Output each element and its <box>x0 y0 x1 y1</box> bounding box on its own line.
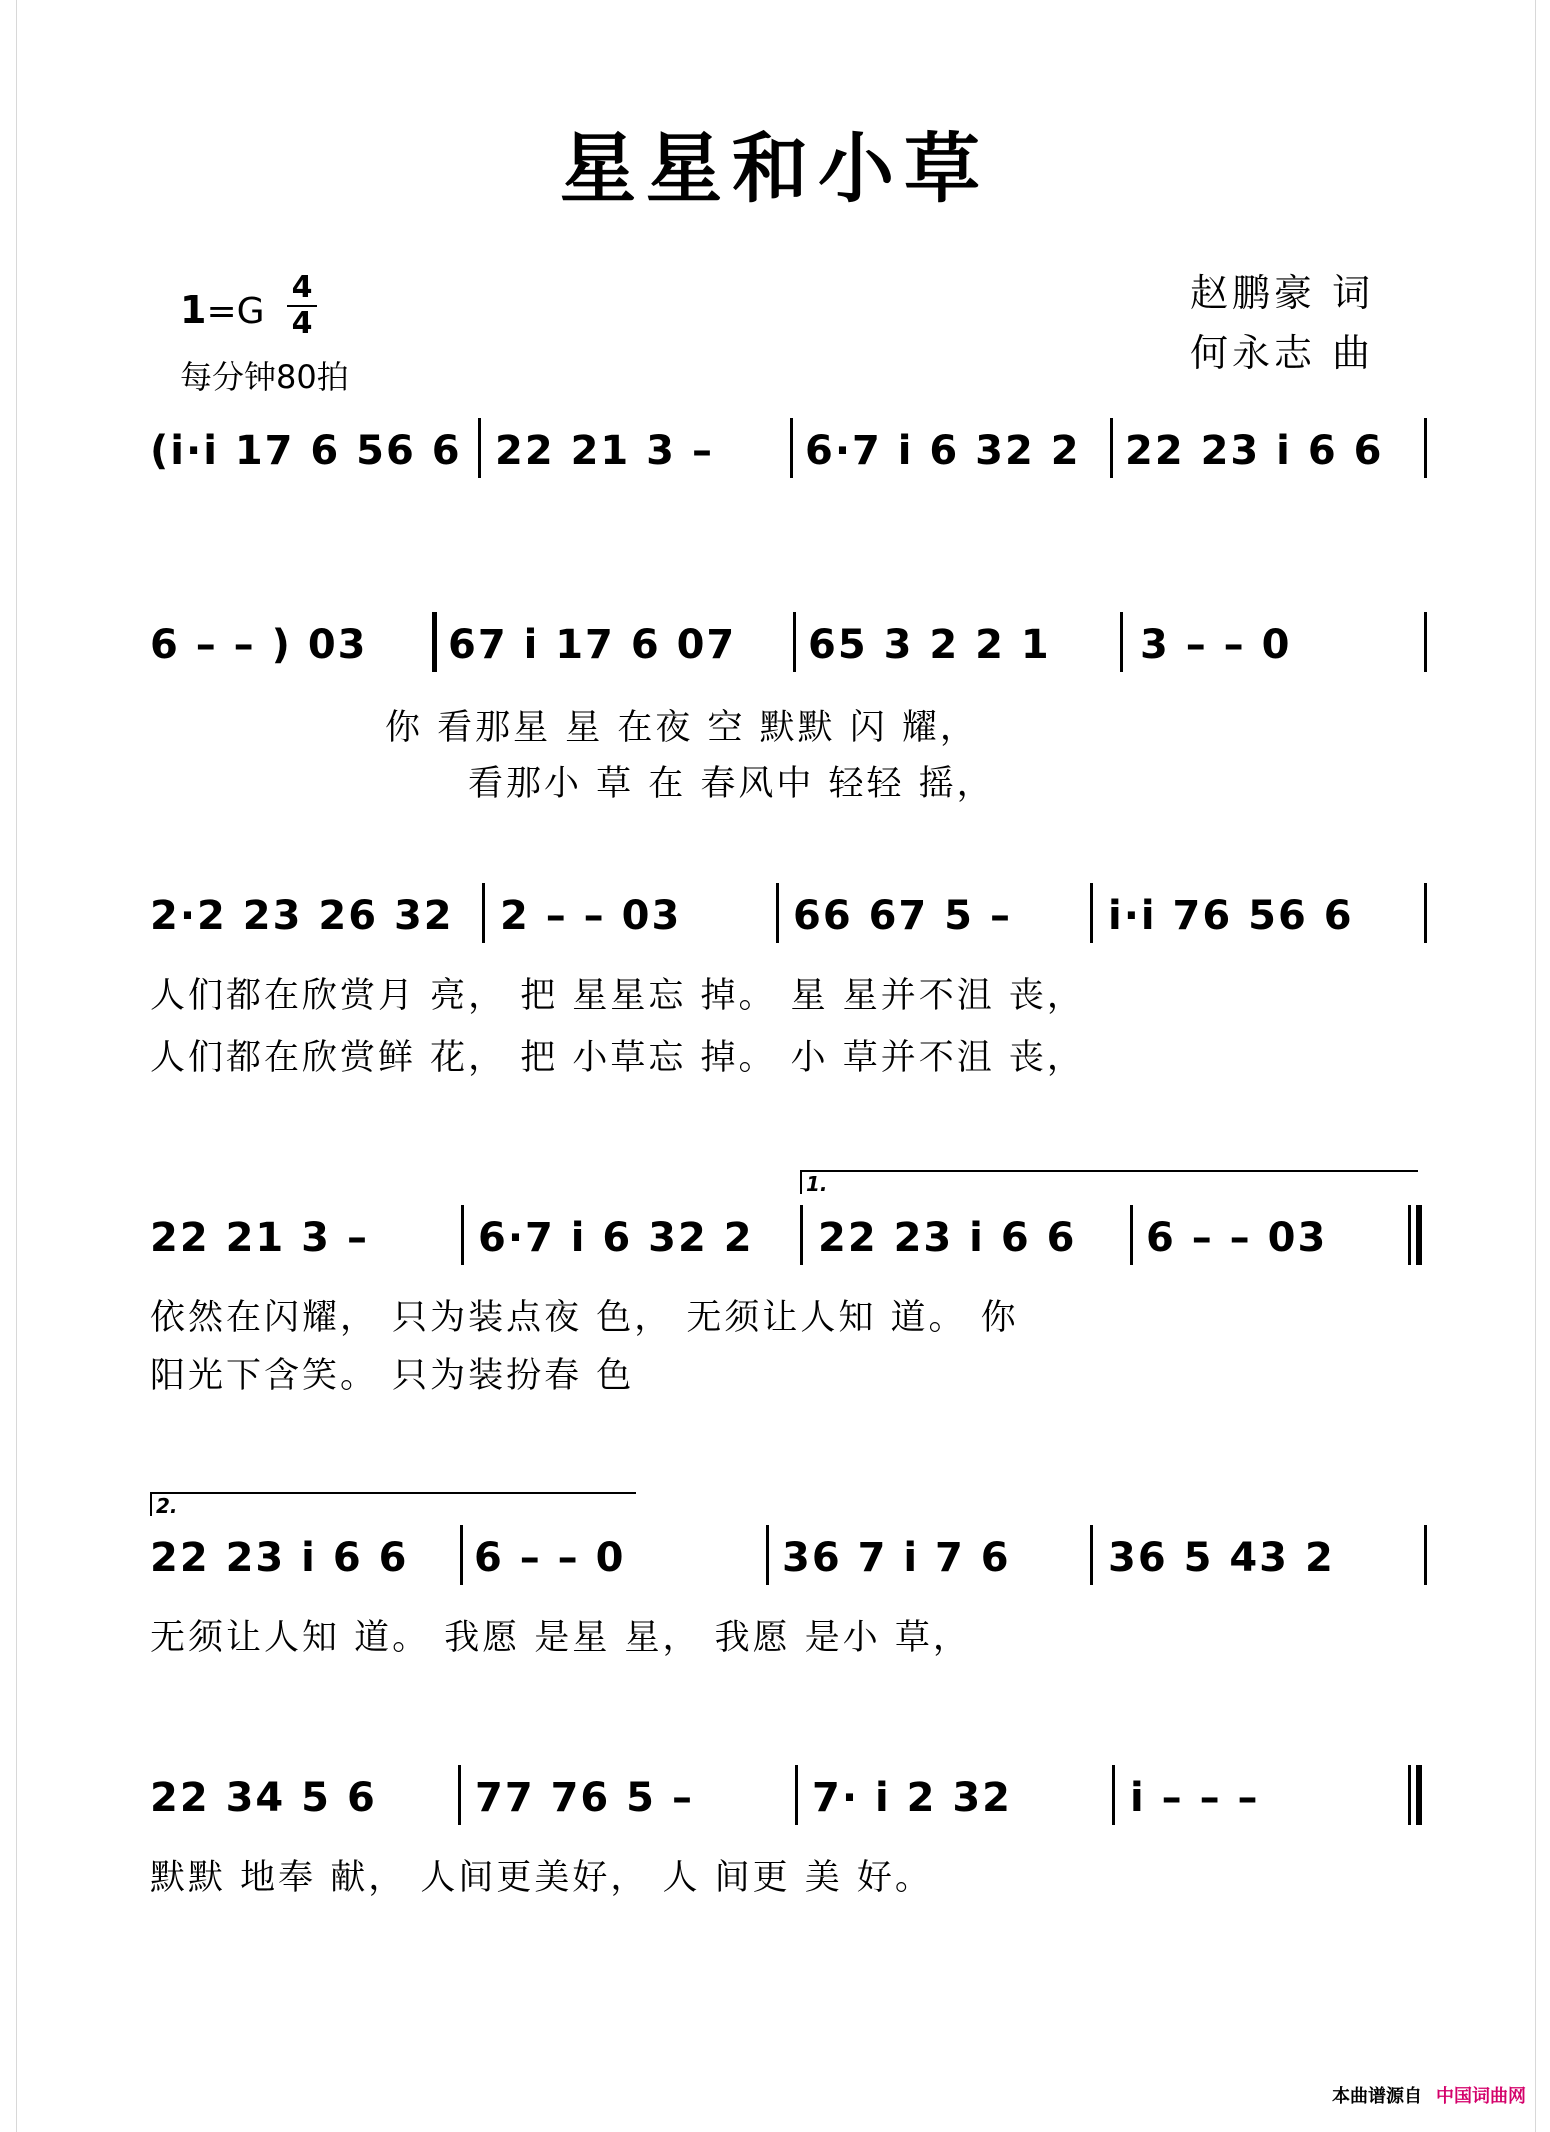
barline <box>1120 612 1123 672</box>
measure: 6·7 i 6 32 2 <box>805 428 1081 474</box>
measure: 6 – – 0 <box>474 1535 626 1581</box>
barline <box>1130 1205 1133 1265</box>
barline <box>776 883 779 943</box>
barline <box>1424 1525 1427 1585</box>
tempo-marking: 每分钟80拍 <box>180 358 349 396</box>
barline <box>478 418 481 478</box>
measure: 67 i 17 6 07 <box>448 622 737 668</box>
lyric-line: 看那小 草 在 春风中 轻轻 摇， <box>468 764 995 804</box>
lyric-line: 你 看那星 星 在夜 空 默默 闪 耀， <box>385 708 978 748</box>
barline <box>1090 1525 1093 1585</box>
measure: i – – – <box>1130 1775 1260 1821</box>
page-edge-left <box>0 0 17 2132</box>
measure: 22 23 i 6 6 <box>150 1535 409 1581</box>
volta-ending-1: 1. <box>800 1170 1418 1194</box>
measure: 22 21 3 – <box>495 428 714 474</box>
measure: 2·2 23 26 32 <box>150 893 454 939</box>
barline <box>461 1205 464 1265</box>
lyric-line: 人们都在欣赏鲜 花， 把 小草忘 掉。 小 草并不沮 丧， <box>150 1038 1085 1078</box>
measure: 66 67 5 – <box>793 893 1012 939</box>
measure: 6 – – 03 <box>1146 1215 1328 1261</box>
lyric-line: 依然在闪耀， 只为装点夜 色， 无须让人知 道。 你 <box>150 1298 1019 1338</box>
measure: 6 – – ) 03 <box>150 622 368 668</box>
barline <box>482 883 485 943</box>
time-signature <box>287 272 317 340</box>
final-barline-thick <box>1416 1765 1422 1825</box>
key-signature: 1=G <box>180 288 265 332</box>
repeat-end-barline-thick <box>1416 1205 1422 1265</box>
measure: 77 76 5 – <box>475 1775 694 1821</box>
repeat-end-barline <box>1408 1205 1411 1265</box>
measure: 36 7 i 7 6 <box>782 1535 1011 1581</box>
final-barline <box>1408 1765 1411 1825</box>
measure: 2 – – 03 <box>500 893 682 939</box>
lyric-line: 人们都在欣赏月 亮， 把 星星忘 掉。 星 星并不沮 丧， <box>150 976 1085 1016</box>
composer-credit: 何永志 曲 <box>1190 331 1375 375</box>
barline <box>1110 418 1113 478</box>
barline <box>1424 418 1427 478</box>
measure: 22 34 5 6 <box>150 1775 377 1821</box>
measure: (i·i 17 6 56 6 <box>150 428 462 474</box>
measure: 22 23 i 6 6 <box>1125 428 1384 474</box>
footer-prefix: 本曲谱源自 <box>1332 2086 1422 2107</box>
time-signature-top: 4 <box>291 270 313 305</box>
measure: 36 5 43 2 <box>1108 1535 1335 1581</box>
measure: 6·7 i 6 32 2 <box>478 1215 754 1261</box>
barline <box>1090 883 1093 943</box>
measure: 22 21 3 – <box>150 1215 369 1261</box>
barline <box>458 1765 461 1825</box>
footer-site-link[interactable]: 中国词曲网 <box>1436 2086 1526 2107</box>
repeat-start-barline <box>432 612 437 672</box>
measure: 65 3 2 2 1 <box>808 622 1051 668</box>
lyric-line: 无须让人知 道。 我愿 是星 星， 我愿 是小 草， <box>150 1618 971 1658</box>
barline <box>766 1525 769 1585</box>
lyric-line: 阳光下含笑。 只为装扮春 色 <box>150 1356 635 1396</box>
measure: 22 23 i 6 6 <box>818 1215 1077 1261</box>
barline <box>800 1205 803 1265</box>
measure: 7· i 2 32 <box>812 1775 1013 1821</box>
page-edge-right <box>1535 0 1550 2132</box>
barline <box>1112 1765 1115 1825</box>
lyricist-credit: 赵鹏豪 词 <box>1190 271 1375 315</box>
volta-ending-2: 2. <box>150 1492 636 1516</box>
barline <box>1424 612 1427 672</box>
barline <box>460 1525 463 1585</box>
barline <box>1424 883 1427 943</box>
barline <box>795 1765 798 1825</box>
song-title: 星星和小草 <box>560 124 990 213</box>
source-footer <box>1332 2082 1526 2108</box>
time-signature-bottom: 4 <box>291 306 313 341</box>
barline <box>793 612 796 672</box>
measure: 3 – – 0 <box>1140 622 1292 668</box>
barline <box>790 418 793 478</box>
measure: i·i 76 56 6 <box>1108 893 1354 939</box>
lyric-line: 默默 地奉 献， 人间更美好， 人 间更 美 好。 <box>150 1858 933 1898</box>
